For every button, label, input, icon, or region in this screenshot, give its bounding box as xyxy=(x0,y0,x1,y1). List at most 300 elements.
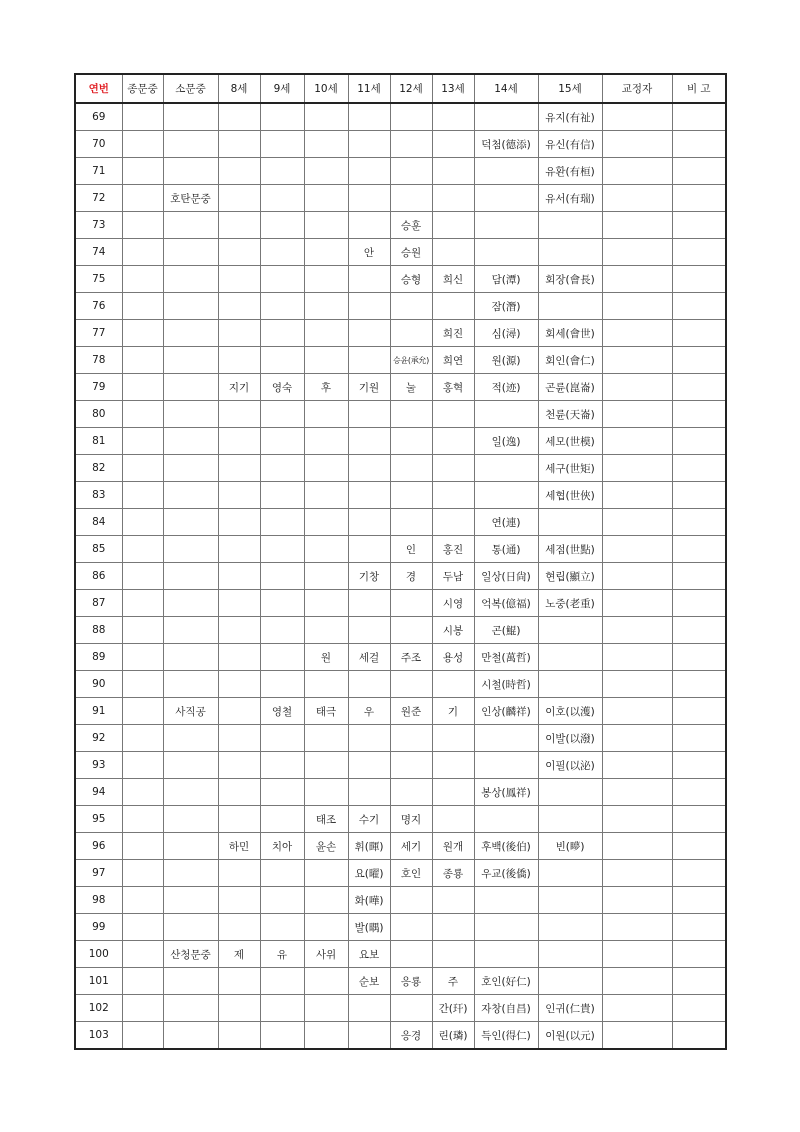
cell-main-clan xyxy=(122,887,163,914)
cell-gen-11 xyxy=(348,509,390,536)
cell-gen-13 xyxy=(432,482,474,509)
table-row xyxy=(75,968,726,995)
cell-gen-14: 심(潯) xyxy=(474,320,538,347)
cell-gen-9 xyxy=(260,212,304,239)
cell-sub-clan xyxy=(163,428,218,455)
cell-gen-14: 인상(麟祥) xyxy=(474,698,538,725)
cell-gen-13 xyxy=(432,185,474,212)
cell-main-clan xyxy=(122,374,163,401)
cell-remarks xyxy=(672,671,726,698)
cell-gen-14: 자창(自昌) xyxy=(474,995,538,1022)
cell-main-clan xyxy=(122,752,163,779)
cell-gen-9 xyxy=(260,644,304,671)
cell-gen-8 xyxy=(218,590,260,617)
table-row xyxy=(75,536,726,563)
table-row xyxy=(75,860,726,887)
cell-gen-12: 경 xyxy=(390,563,432,590)
cell-gen-13: 두남 xyxy=(432,563,474,590)
cell-gen-13: 원개 xyxy=(432,833,474,860)
cell-main-clan xyxy=(122,860,163,887)
cell-proofreader xyxy=(602,482,672,509)
cell-proofreader xyxy=(602,374,672,401)
cell-sub-clan xyxy=(163,779,218,806)
table-row xyxy=(75,212,726,239)
cell-serial-number: 79 xyxy=(75,374,122,401)
cell-gen-8 xyxy=(218,103,260,131)
cell-proofreader xyxy=(602,185,672,212)
cell-sub-clan xyxy=(163,914,218,941)
cell-gen-10 xyxy=(304,968,348,995)
table-row xyxy=(75,914,726,941)
cell-gen-14 xyxy=(474,401,538,428)
cell-gen-11 xyxy=(348,131,390,158)
cell-gen-10 xyxy=(304,590,348,617)
cell-main-clan xyxy=(122,158,163,185)
cell-gen-15: 세모(世模) xyxy=(538,428,602,455)
cell-serial-number: 87 xyxy=(75,590,122,617)
cell-sub-clan xyxy=(163,563,218,590)
cell-gen-12: 호인 xyxy=(390,860,432,887)
cell-gen-14: 억복(億福) xyxy=(474,590,538,617)
cell-gen-15 xyxy=(538,941,602,968)
cell-gen-13 xyxy=(432,752,474,779)
cell-gen-10 xyxy=(304,320,348,347)
cell-proofreader xyxy=(602,509,672,536)
cell-proofreader xyxy=(602,725,672,752)
cell-gen-8 xyxy=(218,698,260,725)
cell-gen-13: 간(玕) xyxy=(432,995,474,1022)
cell-remarks xyxy=(672,779,726,806)
cell-remarks xyxy=(672,455,726,482)
cell-gen-9 xyxy=(260,428,304,455)
cell-remarks xyxy=(672,401,726,428)
cell-gen-15: 이원(以元) xyxy=(538,1022,602,1050)
cell-gen-8 xyxy=(218,158,260,185)
cell-serial-number: 71 xyxy=(75,158,122,185)
cell-serial-number: 72 xyxy=(75,185,122,212)
cell-gen-13 xyxy=(432,401,474,428)
cell-gen-13: 시봉 xyxy=(432,617,474,644)
cell-main-clan xyxy=(122,185,163,212)
cell-gen-15 xyxy=(538,239,602,266)
cell-gen-15 xyxy=(538,806,602,833)
cell-gen-9 xyxy=(260,482,304,509)
cell-gen-13: 홍진 xyxy=(432,536,474,563)
cell-proofreader xyxy=(602,995,672,1022)
table-row xyxy=(75,995,726,1022)
cell-gen-8 xyxy=(218,266,260,293)
cell-gen-10 xyxy=(304,103,348,131)
table-row xyxy=(75,752,726,779)
cell-sub-clan xyxy=(163,968,218,995)
cell-serial-number: 97 xyxy=(75,860,122,887)
cell-gen-15 xyxy=(538,968,602,995)
cell-gen-9 xyxy=(260,509,304,536)
cell-gen-10 xyxy=(304,455,348,482)
cell-gen-12: 인 xyxy=(390,536,432,563)
table-row xyxy=(75,617,726,644)
table-row xyxy=(75,266,726,293)
cell-proofreader xyxy=(602,644,672,671)
cell-gen-14 xyxy=(474,887,538,914)
table-row xyxy=(75,374,726,401)
cell-gen-14: 덕첨(德添) xyxy=(474,131,538,158)
cell-proofreader xyxy=(602,536,672,563)
cell-remarks xyxy=(672,563,726,590)
table-row xyxy=(75,158,726,185)
cell-gen-14: 적(迹) xyxy=(474,374,538,401)
cell-main-clan xyxy=(122,266,163,293)
cell-gen-13 xyxy=(432,212,474,239)
cell-gen-12: 승형 xyxy=(390,266,432,293)
cell-serial-number: 84 xyxy=(75,509,122,536)
cell-main-clan xyxy=(122,1022,163,1050)
table-row xyxy=(75,671,726,698)
cell-serial-number: 98 xyxy=(75,887,122,914)
cell-proofreader xyxy=(602,887,672,914)
cell-gen-15: 회세(會世) xyxy=(538,320,602,347)
cell-gen-11 xyxy=(348,671,390,698)
cell-sub-clan xyxy=(163,617,218,644)
cell-serial-number: 100 xyxy=(75,941,122,968)
cell-gen-12 xyxy=(390,482,432,509)
cell-sub-clan xyxy=(163,644,218,671)
cell-remarks xyxy=(672,860,726,887)
cell-gen-15 xyxy=(538,887,602,914)
cell-sub-clan xyxy=(163,887,218,914)
table-header xyxy=(75,74,726,103)
cell-proofreader xyxy=(602,455,672,482)
cell-sub-clan: 호탄문중 xyxy=(163,185,218,212)
cell-sub-clan xyxy=(163,401,218,428)
cell-gen-11: 수기 xyxy=(348,806,390,833)
table-body xyxy=(75,103,726,1049)
cell-gen-11 xyxy=(348,617,390,644)
cell-gen-10 xyxy=(304,887,348,914)
cell-gen-11: 요보 xyxy=(348,941,390,968)
cell-serial-number: 95 xyxy=(75,806,122,833)
cell-gen-12: 승원 xyxy=(390,239,432,266)
cell-gen-14: 우교(後僑) xyxy=(474,860,538,887)
table-row xyxy=(75,509,726,536)
cell-main-clan xyxy=(122,941,163,968)
cell-gen-9 xyxy=(260,239,304,266)
table-row xyxy=(75,887,726,914)
cell-gen-9 xyxy=(260,806,304,833)
cell-proofreader xyxy=(602,914,672,941)
table-row xyxy=(75,1022,726,1050)
cell-gen-14: 만철(萬哲) xyxy=(474,644,538,671)
cell-gen-11: 안 xyxy=(348,239,390,266)
cell-proofreader xyxy=(602,212,672,239)
cell-main-clan xyxy=(122,968,163,995)
cell-gen-12: 세기 xyxy=(390,833,432,860)
cell-sub-clan xyxy=(163,833,218,860)
cell-gen-13: 희진 xyxy=(432,320,474,347)
cell-gen-8 xyxy=(218,914,260,941)
header-gen-9: 9세 xyxy=(260,74,304,103)
cell-gen-9 xyxy=(260,887,304,914)
cell-main-clan xyxy=(122,644,163,671)
cell-serial-number: 96 xyxy=(75,833,122,860)
cell-serial-number: 85 xyxy=(75,536,122,563)
cell-gen-14: 일상(日尙) xyxy=(474,563,538,590)
cell-gen-15 xyxy=(538,509,602,536)
cell-gen-8 xyxy=(218,995,260,1022)
cell-gen-12: 응경 xyxy=(390,1022,432,1050)
cell-sub-clan: 산청문중 xyxy=(163,941,218,968)
cell-gen-9 xyxy=(260,995,304,1022)
cell-gen-9 xyxy=(260,320,304,347)
table-row xyxy=(75,779,726,806)
cell-serial-number: 89 xyxy=(75,644,122,671)
cell-serial-number: 77 xyxy=(75,320,122,347)
cell-gen-9: 영숙 xyxy=(260,374,304,401)
cell-main-clan xyxy=(122,293,163,320)
cell-sub-clan xyxy=(163,212,218,239)
cell-gen-13: 기 xyxy=(432,698,474,725)
cell-proofreader xyxy=(602,293,672,320)
table-row xyxy=(75,428,726,455)
cell-gen-11: 세걸 xyxy=(348,644,390,671)
cell-gen-8: 제 xyxy=(218,941,260,968)
cell-gen-12 xyxy=(390,779,432,806)
table-row xyxy=(75,293,726,320)
cell-gen-8 xyxy=(218,347,260,374)
cell-proofreader xyxy=(602,428,672,455)
cell-remarks xyxy=(672,698,726,725)
cell-sub-clan xyxy=(163,806,218,833)
cell-gen-10 xyxy=(304,131,348,158)
cell-sub-clan xyxy=(163,293,218,320)
table-row xyxy=(75,103,726,131)
cell-gen-11 xyxy=(348,428,390,455)
cell-main-clan xyxy=(122,320,163,347)
cell-gen-10 xyxy=(304,725,348,752)
cell-gen-8 xyxy=(218,860,260,887)
cell-main-clan xyxy=(122,212,163,239)
cell-main-clan xyxy=(122,563,163,590)
table-row xyxy=(75,941,726,968)
cell-gen-12 xyxy=(390,185,432,212)
cell-gen-10 xyxy=(304,1022,348,1050)
cell-serial-number: 102 xyxy=(75,995,122,1022)
cell-gen-10 xyxy=(304,482,348,509)
cell-main-clan xyxy=(122,914,163,941)
cell-gen-15: 유서(有瑞) xyxy=(538,185,602,212)
cell-gen-13: 희연 xyxy=(432,347,474,374)
cell-sub-clan xyxy=(163,725,218,752)
cell-gen-11 xyxy=(348,185,390,212)
cell-gen-9 xyxy=(260,671,304,698)
cell-main-clan xyxy=(122,590,163,617)
cell-gen-11: 우 xyxy=(348,698,390,725)
cell-gen-11: 기원 xyxy=(348,374,390,401)
cell-gen-11 xyxy=(348,536,390,563)
cell-gen-9 xyxy=(260,158,304,185)
table-row xyxy=(75,725,726,752)
cell-gen-11: 발(㬂) xyxy=(348,914,390,941)
cell-proofreader xyxy=(602,103,672,131)
cell-gen-10 xyxy=(304,536,348,563)
cell-proofreader xyxy=(602,131,672,158)
cell-proofreader xyxy=(602,401,672,428)
cell-remarks xyxy=(672,509,726,536)
cell-main-clan xyxy=(122,401,163,428)
cell-gen-9 xyxy=(260,563,304,590)
cell-gen-14 xyxy=(474,941,538,968)
cell-gen-14 xyxy=(474,103,538,131)
cell-sub-clan xyxy=(163,320,218,347)
cell-gen-12 xyxy=(390,752,432,779)
cell-gen-10: 후 xyxy=(304,374,348,401)
cell-remarks xyxy=(672,1022,726,1050)
cell-gen-11 xyxy=(348,293,390,320)
cell-gen-15: 노중(老重) xyxy=(538,590,602,617)
table-row xyxy=(75,806,726,833)
cell-gen-14: 시철(時哲) xyxy=(474,671,538,698)
cell-remarks xyxy=(672,806,726,833)
cell-gen-12 xyxy=(390,293,432,320)
cell-serial-number: 75 xyxy=(75,266,122,293)
genealogy-table xyxy=(74,73,727,1050)
cell-gen-13: 희신 xyxy=(432,266,474,293)
cell-gen-10 xyxy=(304,266,348,293)
cell-serial-number: 80 xyxy=(75,401,122,428)
cell-gen-8 xyxy=(218,509,260,536)
cell-remarks xyxy=(672,752,726,779)
cell-gen-9 xyxy=(260,347,304,374)
cell-gen-15: 빈(𥌋) xyxy=(538,833,602,860)
cell-gen-12 xyxy=(390,401,432,428)
cell-gen-11 xyxy=(348,482,390,509)
cell-gen-15: 천륜(天崙) xyxy=(538,401,602,428)
cell-gen-10 xyxy=(304,914,348,941)
cell-gen-12 xyxy=(390,671,432,698)
cell-proofreader xyxy=(602,671,672,698)
cell-remarks xyxy=(672,482,726,509)
header-remarks: 비 고 xyxy=(672,74,726,103)
cell-gen-9 xyxy=(260,1022,304,1050)
cell-gen-12: 눌 xyxy=(390,374,432,401)
cell-gen-13: 주 xyxy=(432,968,474,995)
cell-gen-14: 연(連) xyxy=(474,509,538,536)
cell-gen-13 xyxy=(432,428,474,455)
cell-main-clan xyxy=(122,779,163,806)
cell-serial-number: 94 xyxy=(75,779,122,806)
cell-gen-15: 회인(會仁) xyxy=(538,347,602,374)
cell-gen-15 xyxy=(538,644,602,671)
cell-main-clan xyxy=(122,103,163,131)
cell-proofreader xyxy=(602,266,672,293)
cell-sub-clan xyxy=(163,1022,218,1050)
cell-serial-number: 93 xyxy=(75,752,122,779)
cell-remarks xyxy=(672,833,726,860)
cell-gen-15: 곤륜(崑崙) xyxy=(538,374,602,401)
cell-main-clan xyxy=(122,833,163,860)
cell-main-clan xyxy=(122,509,163,536)
cell-gen-10: 태극 xyxy=(304,698,348,725)
cell-gen-15: 유신(有信) xyxy=(538,131,602,158)
cell-sub-clan xyxy=(163,860,218,887)
cell-gen-11 xyxy=(348,212,390,239)
cell-remarks xyxy=(672,887,726,914)
cell-serial-number: 101 xyxy=(75,968,122,995)
cell-gen-10 xyxy=(304,428,348,455)
cell-gen-10 xyxy=(304,239,348,266)
cell-gen-10 xyxy=(304,347,348,374)
cell-serial-number: 73 xyxy=(75,212,122,239)
cell-gen-14 xyxy=(474,212,538,239)
cell-gen-8 xyxy=(218,563,260,590)
cell-remarks xyxy=(672,590,726,617)
cell-gen-8 xyxy=(218,806,260,833)
cell-gen-13 xyxy=(432,158,474,185)
cell-gen-8 xyxy=(218,131,260,158)
cell-gen-13 xyxy=(432,779,474,806)
table-row xyxy=(75,563,726,590)
cell-gen-15: 회장(會長) xyxy=(538,266,602,293)
cell-gen-11 xyxy=(348,995,390,1022)
cell-gen-9 xyxy=(260,131,304,158)
cell-gen-9 xyxy=(260,455,304,482)
cell-serial-number: 83 xyxy=(75,482,122,509)
cell-gen-15: 현립(顯立) xyxy=(538,563,602,590)
cell-gen-14: 후백(後伯) xyxy=(474,833,538,860)
cell-gen-13 xyxy=(432,455,474,482)
cell-remarks xyxy=(672,914,726,941)
cell-gen-14 xyxy=(474,806,538,833)
cell-remarks xyxy=(672,995,726,1022)
cell-remarks xyxy=(672,103,726,131)
table-row xyxy=(75,833,726,860)
cell-gen-15: 유지(有祉) xyxy=(538,103,602,131)
cell-serial-number: 81 xyxy=(75,428,122,455)
cell-gen-12 xyxy=(390,725,432,752)
cell-serial-number: 103 xyxy=(75,1022,122,1050)
cell-proofreader xyxy=(602,617,672,644)
cell-proofreader xyxy=(602,320,672,347)
cell-gen-12 xyxy=(390,103,432,131)
cell-gen-8 xyxy=(218,185,260,212)
cell-main-clan xyxy=(122,806,163,833)
table-row xyxy=(75,239,726,266)
cell-main-clan xyxy=(122,455,163,482)
cell-sub-clan xyxy=(163,671,218,698)
cell-gen-12: 응룡 xyxy=(390,968,432,995)
cell-main-clan xyxy=(122,536,163,563)
cell-gen-8 xyxy=(218,779,260,806)
cell-gen-15: 세협(世俠) xyxy=(538,482,602,509)
cell-gen-11 xyxy=(348,779,390,806)
cell-gen-10 xyxy=(304,563,348,590)
cell-gen-11 xyxy=(348,455,390,482)
cell-gen-13: 용성 xyxy=(432,644,474,671)
cell-main-clan xyxy=(122,131,163,158)
table-row xyxy=(75,185,726,212)
cell-gen-11 xyxy=(348,347,390,374)
cell-main-clan xyxy=(122,671,163,698)
cell-gen-9 xyxy=(260,266,304,293)
cell-gen-13 xyxy=(432,293,474,320)
cell-gen-8 xyxy=(218,671,260,698)
cell-proofreader xyxy=(602,698,672,725)
cell-gen-9 xyxy=(260,401,304,428)
cell-remarks xyxy=(672,131,726,158)
cell-main-clan xyxy=(122,428,163,455)
cell-gen-14: 담(潭) xyxy=(474,266,538,293)
cell-remarks xyxy=(672,158,726,185)
